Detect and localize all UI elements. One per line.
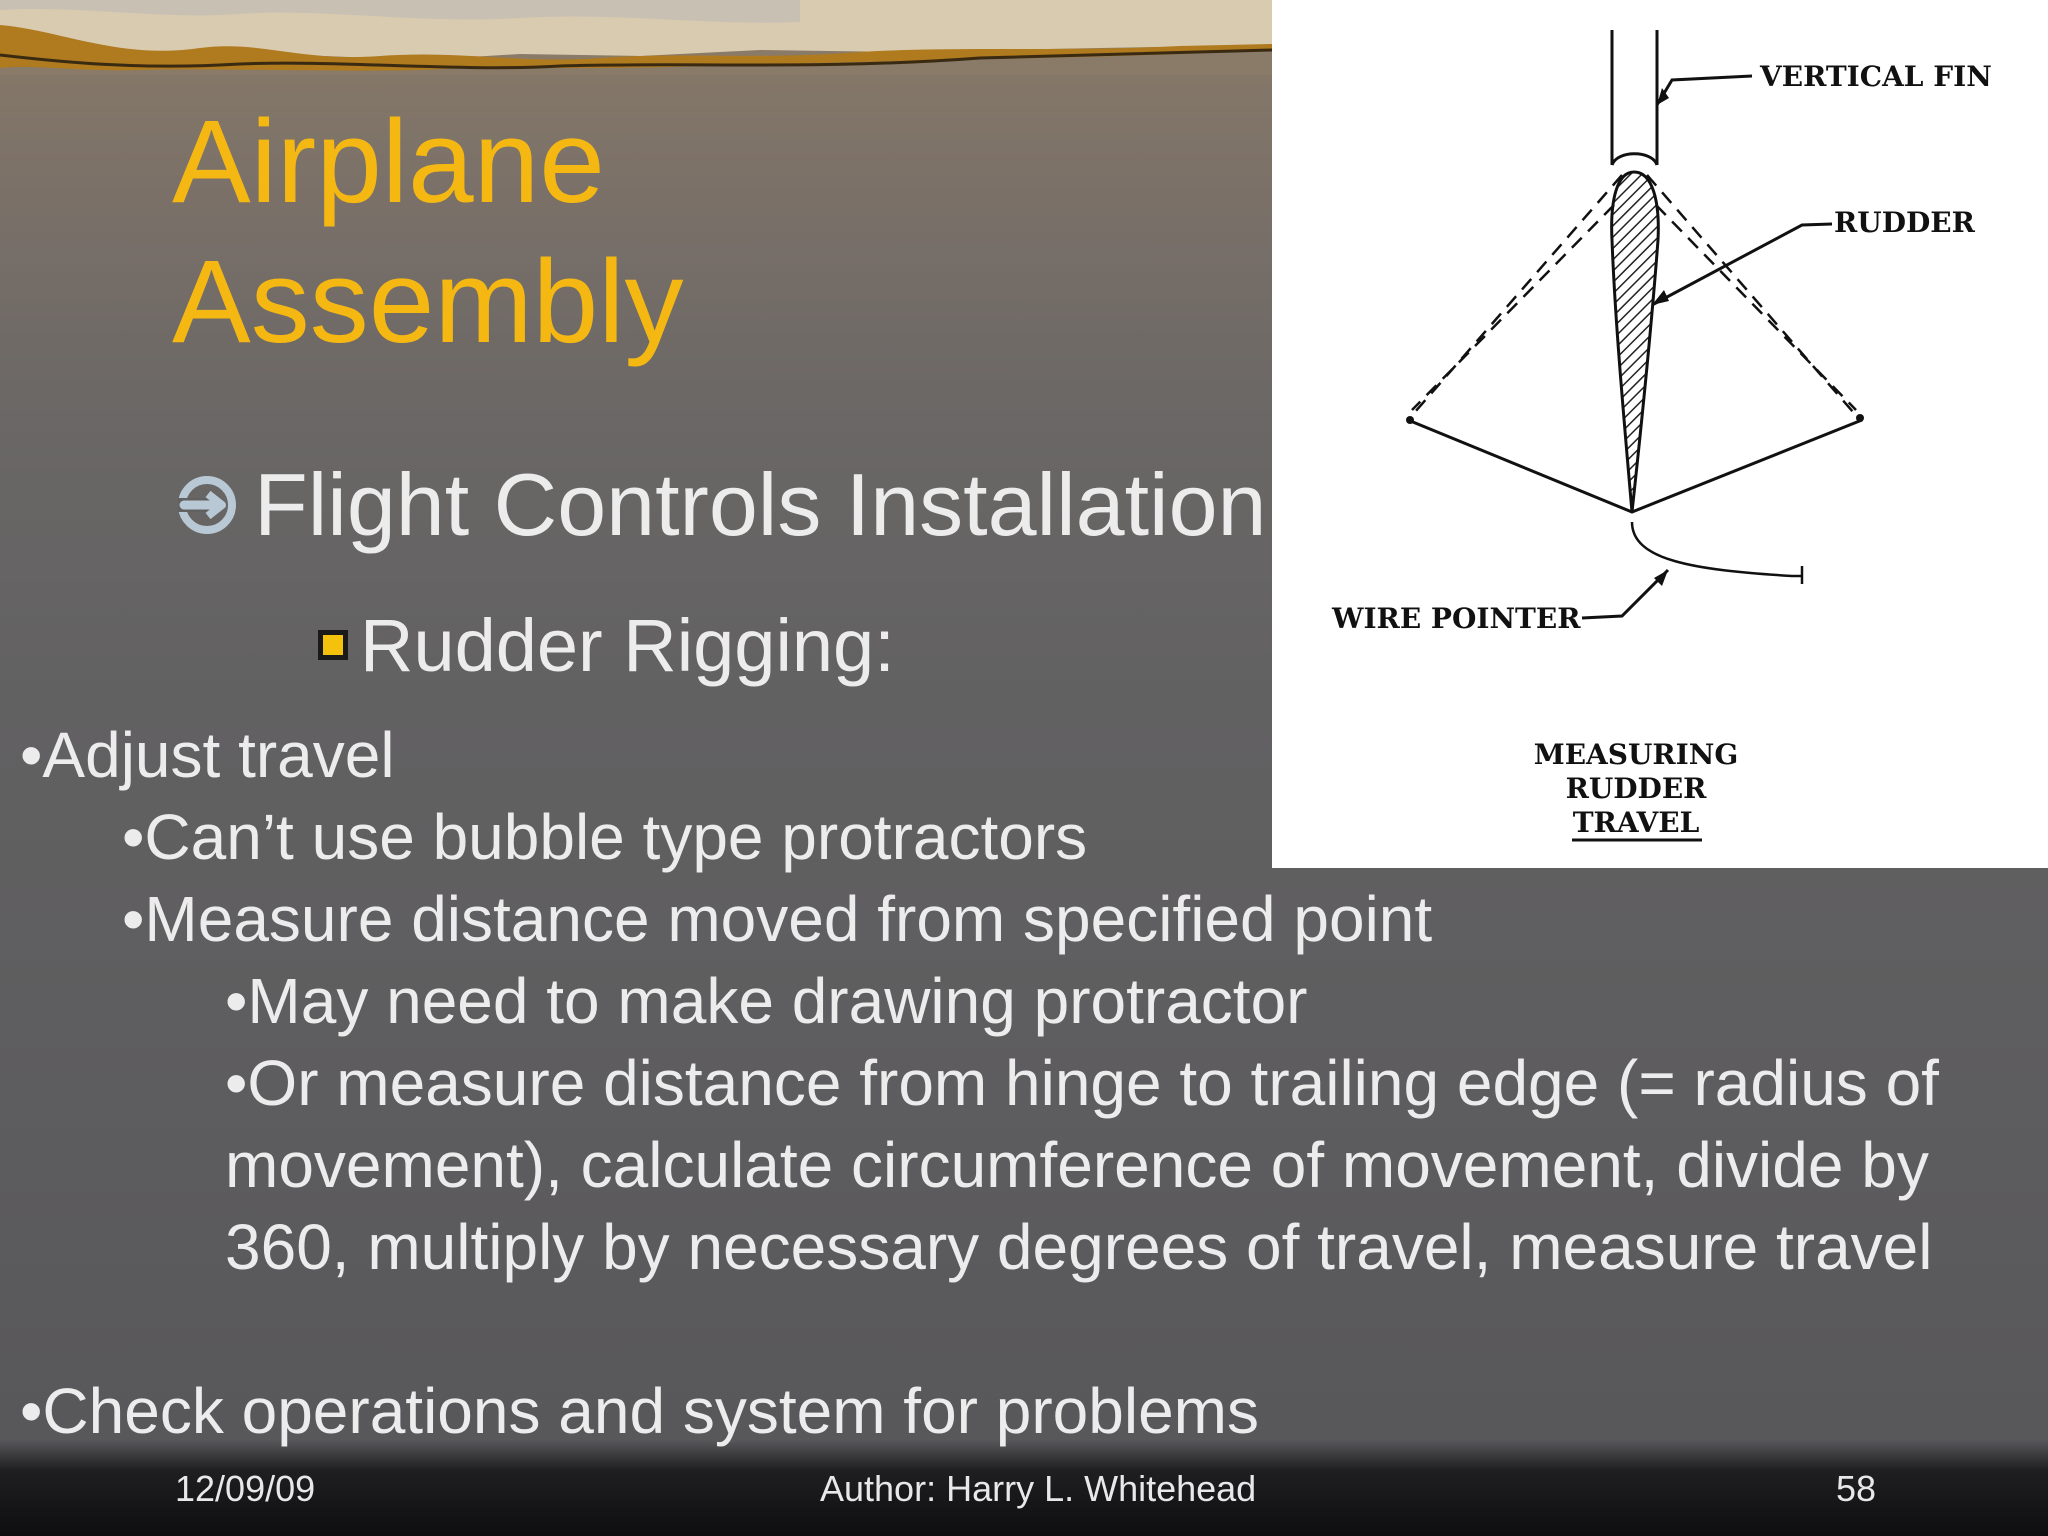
label-rudder: RUDDER [1834,206,1975,239]
bullet-bubble-protractors: •Can’t use bubble type protractors [122,801,1088,873]
rudder-travel-diagram [1272,0,2048,868]
footer-date: 12/09/09 [175,1468,316,1509]
bullet-check-operations: •Check operations and system for problems [20,1375,1259,1447]
slide-footer [0,1460,2048,1516]
level1-bullet [178,450,1266,560]
footer-author: Author: Harry L. Whitehead [820,1468,1257,1509]
level2-text: Rudder Rigging: [360,603,895,687]
slide-title [172,92,683,372]
label-wire-pointer: WIRE POINTER [1332,602,1581,635]
bullet-radius-calculation: •Or measure distance from hinge to trailing edge (= radius of movement), calculate circumference of movement, divide by 360, multiply by necessary degrees of travel, measure travel [225,1047,1939,1283]
caption-line-1: MEASURING [1533,738,1739,771]
bullet-adjust-travel: •Adjust travel [20,719,395,791]
title-line-1: Airplane [172,96,605,228]
page-number: 58 [1836,1468,1877,1509]
arrow-right-circle-icon [178,476,236,534]
caption-line-2: RUDDER [1565,772,1707,805]
level1-text: Flight Controls Installation [254,455,1267,554]
square-bullet-icon [318,630,348,660]
bullet-drawing-protractor: •May need to make drawing protractor [225,965,1308,1037]
label-vertical-fin: VERTICAL FIN [1760,60,1992,93]
caption-line-3: TRAVEL [1572,806,1700,839]
level2-bullet [318,595,895,695]
landscape-banner [0,0,1272,75]
bullet-measure-distance: •Measure distance moved from specified point [122,883,1433,955]
title-line-2: Assembly [172,236,684,368]
